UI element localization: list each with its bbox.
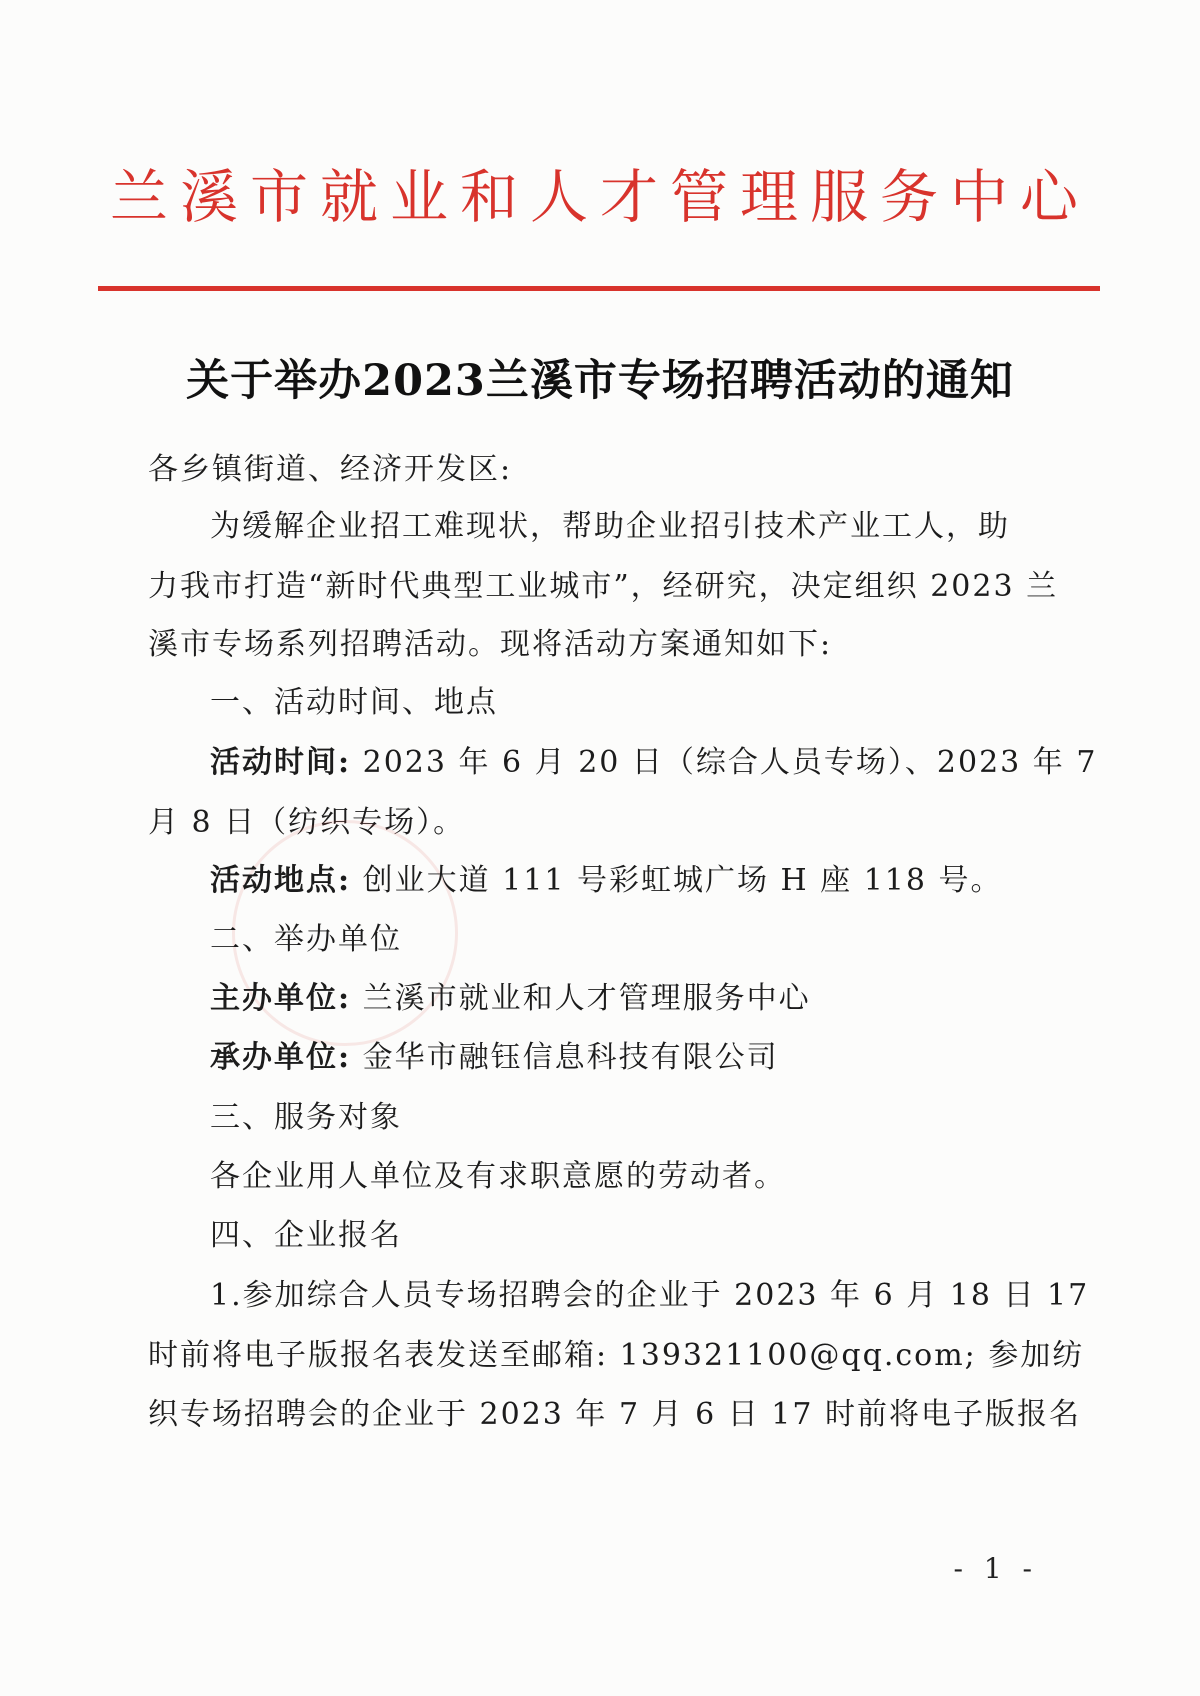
- section-2-heading: 二、举办单位: [210, 922, 402, 957]
- intro-line-3: 溪市专场系列招聘活动。现将活动方案通知如下:: [148, 627, 833, 662]
- organizer-unit-value: 金华市融钰信息科技有限公司: [351, 1040, 779, 1075]
- page-number: - 1 -: [953, 1552, 1038, 1585]
- registration-line-1: 1.参加综合人员专场招聘会的企业于 2023 年 6 月 18 日 17: [210, 1278, 1090, 1313]
- registration-line-2: 时前将电子版报名表发送至邮箱: 139321100@qq.com; 参加纺: [148, 1338, 1085, 1373]
- activity-place-label: 活动地点:: [210, 863, 352, 898]
- activity-time-value-1: 2023 年 6 月 20 日（综合人员专场）、2023 年 7: [351, 745, 1098, 780]
- section-4-heading: 四、企业报名: [210, 1218, 402, 1253]
- activity-time-line-1: [210, 745, 1098, 780]
- host-unit-value: 兰溪市就业和人才管理服务中心: [351, 981, 811, 1016]
- section-3-heading: 三、服务对象: [210, 1100, 402, 1135]
- salutation: 各乡镇街道、经济开发区:: [148, 452, 513, 487]
- organizer-unit-line: [210, 1040, 779, 1075]
- service-target-text: 各企业用人单位及有求职意愿的劳动者。: [210, 1159, 786, 1194]
- host-unit-label: 主办单位:: [210, 981, 352, 1016]
- activity-place-line: [210, 863, 1003, 898]
- header-red-rule: [98, 286, 1100, 291]
- intro-line-2: 力我市打造“新时代典型工业城市”，经研究，决定组织 2023 兰: [148, 569, 1059, 604]
- activity-time-label: 活动时间:: [210, 745, 352, 780]
- activity-time-value-2: 月 8 日（纺织专场）。: [148, 805, 466, 840]
- host-unit-line: [210, 981, 811, 1016]
- intro-line-1: 为缓解企业招工难现状，帮助企业招引技术产业工人，助: [210, 509, 1010, 544]
- activity-place-value: 创业大道 111 号彩虹城广场 H 座 118 号。: [351, 863, 1003, 898]
- registration-line-3: 织专场招聘会的企业于 2023 年 7 月 6 日 17 时前将电子版报名: [148, 1397, 1081, 1432]
- organizer-unit-label: 承办单位:: [210, 1040, 352, 1075]
- document-title: 关于举办2023兰溪市专场招聘活动的通知: [186, 356, 1014, 406]
- agency-header: 兰溪市就业和人才管理服务中心: [109, 163, 1090, 231]
- section-1-heading: 一、活动时间、地点: [210, 685, 498, 720]
